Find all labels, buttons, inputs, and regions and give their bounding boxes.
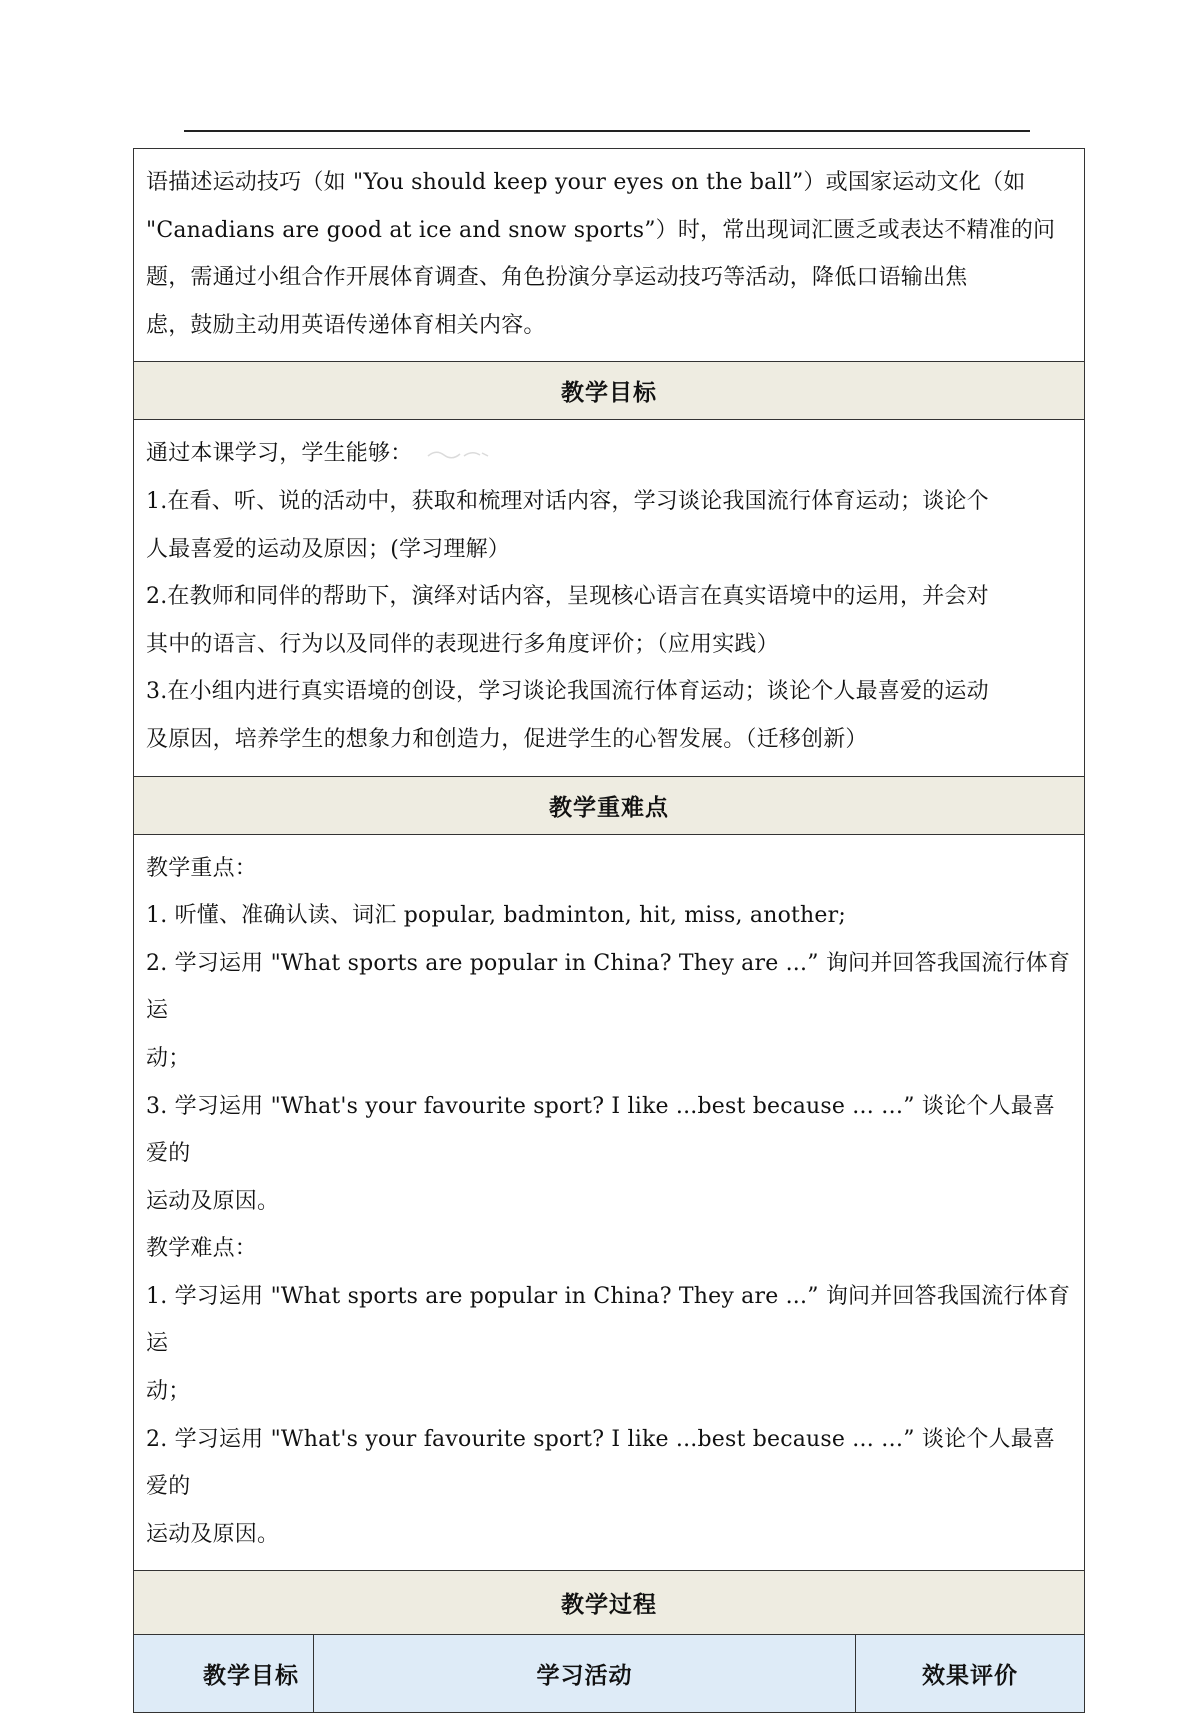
process-columns-row <box>134 1634 1084 1712</box>
intro-cell <box>134 149 1084 361</box>
objective-line: 1.在看、听、说的活动中，获取和梳理对话内容，学习谈论我国流行体育运动；谈论个 <box>146 488 989 514</box>
key-point-line: 运动及原因。 <box>146 1188 280 1214</box>
column-header-activity-label: 学习活动 <box>536 1662 633 1690</box>
key-point-line: 2. 学习运用 "What sports are popular in China? They are ...” 询问并回答我国流行体育运 <box>146 950 1071 1024</box>
objective-line-text: 通过本课学习，学生能够： <box>146 441 413 467</box>
objective-line: 其中的语言、行为以及同伴的表现进行多角度评价；（应用实践） <box>146 631 779 657</box>
key-point-line: 动； <box>146 1379 191 1405</box>
objective-line <box>146 430 1074 478</box>
column-header-evaluation <box>856 1635 1084 1712</box>
key-point-line: 2. 学习运用 "What's your favourite sport? I like ...best because ... …” 谈论个人最喜爱的 <box>146 1426 1056 1500</box>
objective-line: 3.在小组内进行真实语境的创设，学习谈论我国流行体育运动；谈论个人最喜爱的运动 <box>146 679 989 705</box>
objectives-header <box>134 361 1084 419</box>
key-point-line: 3. 学习运用 "What's your favourite sport? I like ...best because ... …” 谈论个人最喜爱的 <box>146 1093 1056 1167</box>
objective-line: 及原因，培养学生的想象力和创造力，促进学生的心智发展。（迁移创新） <box>146 726 868 752</box>
key-point-line: 教学难点： <box>146 1236 258 1262</box>
intro-line: 虑，鼓励主动用英语传递体育相关内容。 <box>146 312 546 338</box>
process-header <box>134 1570 1084 1634</box>
lesson-plan-table <box>133 148 1085 1713</box>
faint-watermark-icon <box>426 447 490 461</box>
key-points-cell <box>134 835 1084 1571</box>
column-header-activity <box>314 1635 856 1712</box>
objectives-title: 教学目标 <box>561 379 657 407</box>
key-point-line: 运动及原因。 <box>146 1521 280 1547</box>
objectives-row <box>134 419 1084 775</box>
intro-line: 语描述运动技巧（如 "You should keep your eyes on the ball”）或国家运动文化（如 <box>146 170 1026 195</box>
key-points-title: 教学重难点 <box>549 793 669 821</box>
key-points-header <box>134 776 1084 834</box>
page-header-rule <box>184 130 1030 132</box>
key-point-line: 动； <box>146 1045 191 1071</box>
intro-line: 题，需通过小组合作开展体育调查、角色扮演分享运动技巧等活动，降低口语输出焦 <box>146 265 968 291</box>
column-header-evaluation-label: 效果评价 <box>922 1662 1018 1690</box>
process-title: 教学过程 <box>561 1591 657 1619</box>
objectives-cell <box>134 420 1084 775</box>
column-header-goal <box>134 1635 314 1712</box>
key-point-line: 教学重点： <box>146 855 258 881</box>
intro-line: "Canadians are good at ice and snow sports”）时，常出现词汇匮乏或表达不精准的问 <box>146 217 1056 243</box>
key-points-row <box>134 834 1084 1571</box>
key-point-line: 1. 学习运用 "What sports are popular in China? They are ...” 询问并回答我国流行体育运 <box>146 1283 1071 1357</box>
objective-line: 2.在教师和同伴的帮助下，演绎对话内容，呈现核心语言在真实语境中的运用，并会对 <box>146 584 989 610</box>
key-point-line: 1. 听懂、准确认读、词汇 popular, badminton, hit, miss, another; <box>146 903 846 929</box>
intro-row <box>134 149 1084 361</box>
objective-line: 人最喜爱的运动及原因；(学习理解） <box>146 536 510 562</box>
column-header-goal-label: 教学目标 <box>203 1662 299 1690</box>
